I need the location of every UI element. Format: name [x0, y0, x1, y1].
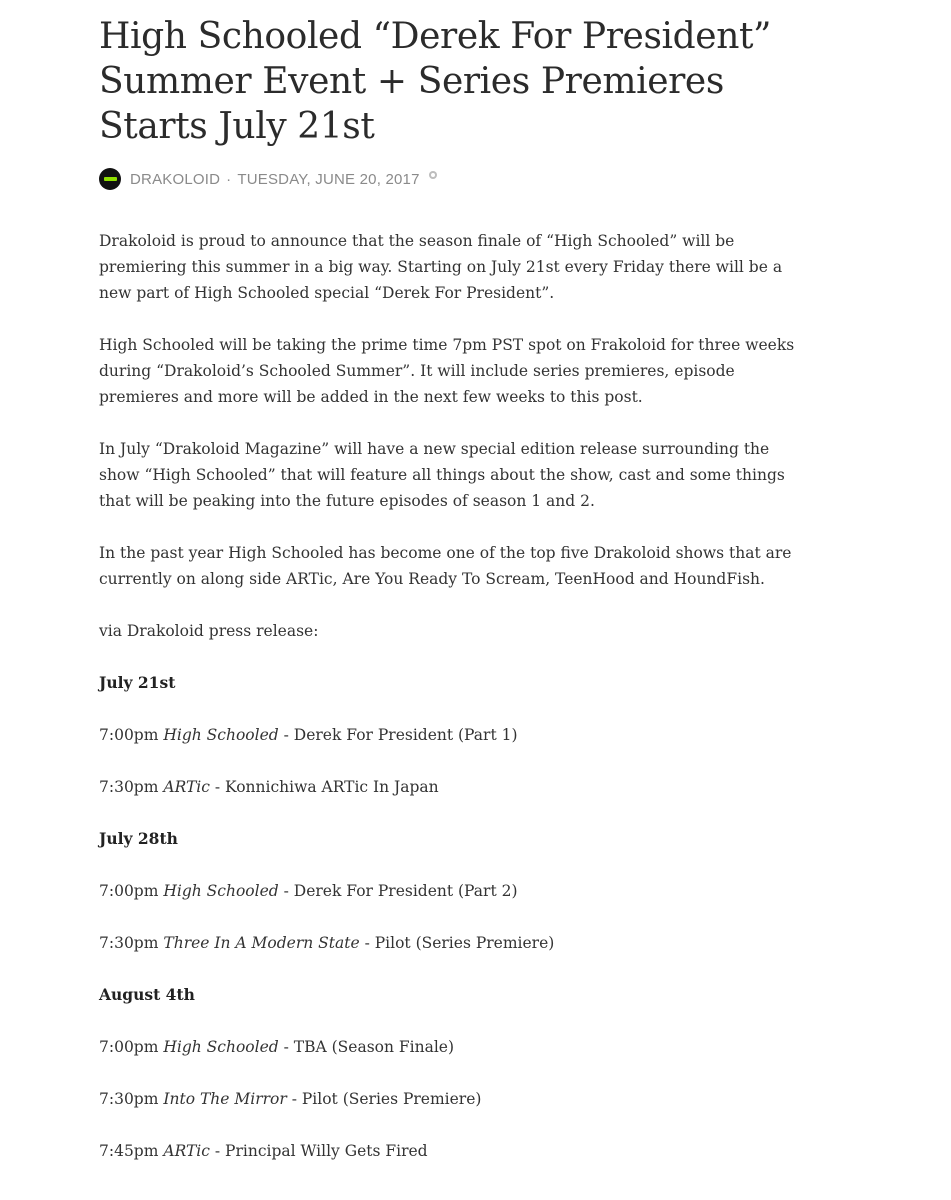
schedule-desc: - Derek For President (Part 2): [278, 882, 518, 900]
schedule-show: ARTic: [163, 1142, 210, 1160]
schedule-show: High Schooled: [163, 1038, 279, 1056]
schedule-time: 7:30pm: [99, 934, 159, 952]
schedule-item: [99, 1086, 799, 1112]
schedule-item: [99, 774, 799, 800]
post-meta: [99, 168, 799, 190]
post-body: [99, 228, 799, 1164]
schedule-time: 7:00pm: [99, 1038, 159, 1056]
schedule-desc: - Pilot (Series Premiere): [286, 1090, 482, 1108]
schedule-desc: - Derek For President (Part 1): [278, 726, 518, 744]
schedule-desc: - Pilot (Series Premiere): [359, 934, 555, 952]
drakoloid-logo-icon: [104, 177, 117, 181]
schedule-show: High Schooled: [163, 882, 279, 900]
paragraph-intro: Drakoloid is proud to announce that the season finale of “High Schooled” will be premiering this summer in a big way. Starting on July 21st every Friday there will be a new part of High Schooled special “Derek For President”.: [99, 232, 783, 302]
schedule-desc: - Konnichiwa ARTic In Japan: [209, 778, 439, 796]
schedule-desc: - TBA (Season Finale): [278, 1038, 455, 1056]
schedule-time: 7:00pm: [99, 882, 159, 900]
paragraph-magazine: In July “Drakoloid Magazine” will have a new special edition release surrounding the show “High Schooled” that will feature all things about the show, cast and some things that will be peaking into the future episodes of season 1 and 2.: [99, 440, 785, 510]
meta-separator: ·: [226, 170, 232, 188]
schedule-show: High Schooled: [163, 726, 279, 744]
schedule-item: [99, 722, 799, 748]
schedule-time: 7:30pm: [99, 778, 159, 796]
schedule-date-heading: July 21st: [99, 673, 176, 692]
schedule-date-heading: August 4th: [99, 985, 195, 1004]
schedule-item: [99, 930, 799, 956]
globe-icon: [429, 171, 437, 179]
schedule-time: 7:45pm: [99, 1142, 159, 1160]
schedule-desc: - Principal Willy Gets Fired: [209, 1142, 428, 1160]
post-title: High Schooled “Derek For President” Summer Event + Series Premieres Starts July 21st: [99, 16, 772, 147]
schedule-item: [99, 1138, 799, 1164]
schedule-time: 7:30pm: [99, 1090, 159, 1108]
author-avatar[interactable]: [99, 168, 121, 190]
schedule-date-heading: July 28th: [99, 829, 178, 848]
paragraph-top-five: In the past year High Schooled has become one of the top five Drakoloid shows that are currently on along side ARTic, Are You Ready To Scream, TeenHood and HoundFish.: [99, 544, 792, 588]
blog-post: [99, 0, 799, 1190]
paragraph-prime-time: High Schooled will be taking the prime time 7pm PST spot on Frakoloid for three weeks during “Drakoloid’s Schooled Summer”. It will include series premieres, episode premieres and more will be added in the next few weeks to this post.: [99, 336, 795, 406]
schedule-item: [99, 878, 799, 904]
schedule-show: Three In A Modern State: [163, 934, 360, 952]
paragraph-via: via Drakoloid press release:: [99, 622, 319, 640]
schedule-time: 7:00pm: [99, 726, 159, 744]
author-name[interactable]: DRAKOLOID: [130, 170, 221, 188]
post-date[interactable]: TUESDAY, JUNE 20, 2017: [237, 170, 420, 188]
schedule-show: ARTic: [163, 778, 210, 796]
schedule-show: Into The Mirror: [163, 1090, 287, 1108]
schedule-item: [99, 1034, 799, 1060]
